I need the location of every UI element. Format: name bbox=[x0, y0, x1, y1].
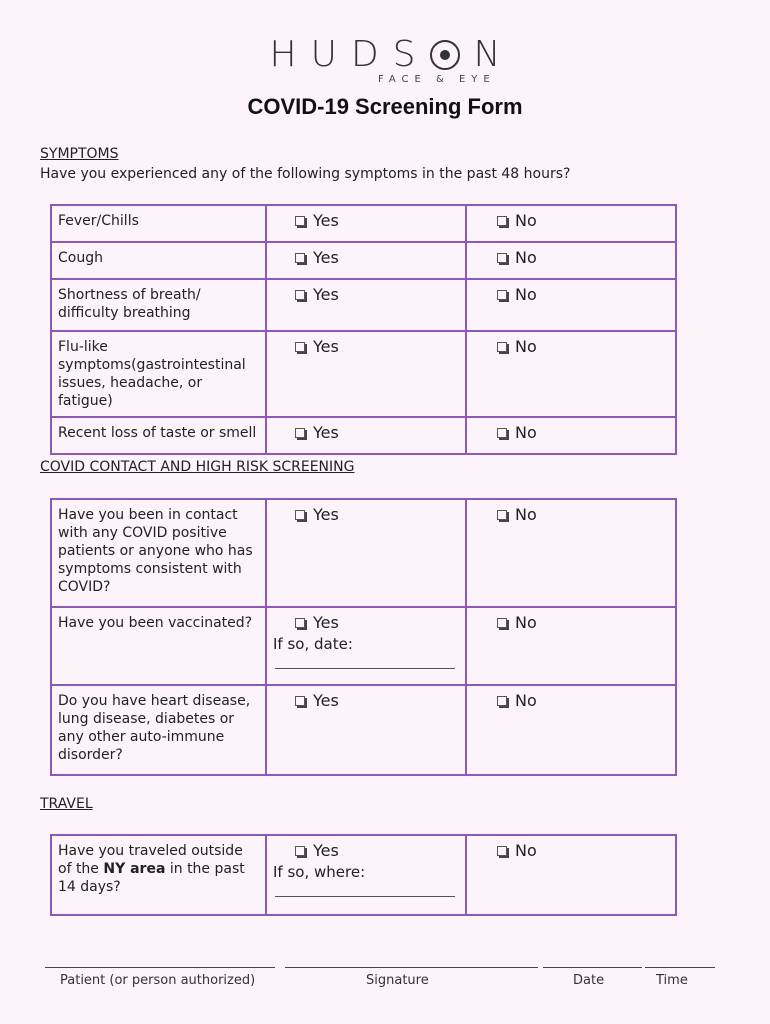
no-option[interactable] bbox=[497, 249, 537, 267]
yes-cell bbox=[266, 242, 466, 279]
travel-question-end: in the past 14 days? bbox=[58, 861, 245, 895]
checkbox-icon[interactable] bbox=[295, 618, 305, 628]
yes-label: Yes bbox=[313, 423, 339, 442]
no-label: No bbox=[515, 285, 537, 304]
logo-text-b: N bbox=[473, 34, 515, 75]
no-cell bbox=[466, 417, 676, 454]
yes-label: Yes bbox=[313, 691, 339, 710]
checkbox-icon[interactable] bbox=[497, 216, 507, 226]
yes-label: Yes bbox=[313, 505, 339, 524]
no-option[interactable] bbox=[497, 614, 537, 632]
yes-cell bbox=[266, 685, 466, 775]
patient-label: Patient (or person authorized) bbox=[60, 973, 256, 988]
no-cell bbox=[466, 499, 676, 607]
yes-option[interactable] bbox=[295, 338, 339, 356]
yes-option[interactable] bbox=[295, 424, 339, 442]
page-title: COVID-19 Screening Form bbox=[247, 94, 523, 119]
checkbox-icon[interactable] bbox=[295, 428, 305, 438]
yes-label: Yes bbox=[313, 337, 339, 356]
logo-subtitle: FACE & EYE bbox=[378, 74, 496, 85]
checkbox-icon[interactable] bbox=[497, 342, 507, 352]
question-cell: Have you been vaccinated? bbox=[51, 607, 266, 685]
no-cell bbox=[466, 607, 676, 685]
no-label: No bbox=[515, 337, 537, 356]
no-option[interactable] bbox=[497, 212, 537, 230]
symptoms-table bbox=[50, 204, 677, 455]
yes-cell bbox=[266, 499, 466, 607]
table-row bbox=[51, 279, 676, 331]
eye-icon bbox=[430, 40, 460, 70]
yes-label: Yes bbox=[313, 285, 339, 304]
table-row bbox=[51, 499, 676, 607]
no-cell bbox=[466, 331, 676, 417]
patient-line[interactable] bbox=[45, 967, 275, 968]
symptoms-heading: SYMPTOMS bbox=[40, 146, 119, 162]
checkbox-icon[interactable] bbox=[497, 696, 507, 706]
no-option[interactable] bbox=[497, 424, 537, 442]
no-option[interactable] bbox=[497, 692, 537, 710]
checkbox-icon[interactable] bbox=[497, 290, 507, 300]
no-option[interactable] bbox=[497, 286, 537, 304]
yes-option[interactable] bbox=[295, 286, 339, 304]
yes-cell bbox=[266, 835, 466, 915]
question-cell: Cough bbox=[51, 242, 266, 279]
travel-table bbox=[50, 834, 677, 916]
yes-cell bbox=[266, 205, 466, 242]
travel-where-label: If so, where: bbox=[273, 863, 366, 881]
contact-table bbox=[50, 498, 677, 776]
signature-line[interactable] bbox=[285, 967, 538, 968]
question-cell: Recent loss of taste or smell bbox=[51, 417, 266, 454]
date-label: Date bbox=[573, 973, 605, 988]
checkbox-icon[interactable] bbox=[295, 216, 305, 226]
time-line[interactable] bbox=[645, 967, 715, 968]
checkbox-icon[interactable] bbox=[295, 696, 305, 706]
yes-option[interactable] bbox=[295, 249, 339, 267]
time-label: Time bbox=[656, 973, 688, 988]
table-row bbox=[51, 331, 676, 417]
signature-label: Signature bbox=[366, 973, 429, 988]
yes-cell bbox=[266, 607, 466, 685]
checkbox-icon[interactable] bbox=[295, 342, 305, 352]
travel-question-start: Have you traveled outside of the bbox=[58, 843, 243, 877]
logo-text-a: HUDS bbox=[269, 34, 430, 75]
no-label: No bbox=[515, 691, 537, 710]
question-cell: Have you been in contact with any COVID positive patients or anyone who has symptoms consistent with COVID? bbox=[51, 499, 266, 607]
vaccination-date-label: If so, date: bbox=[273, 635, 353, 653]
question-cell: Flu-like symptoms(gastrointestinal issues, headache, or fatigue) bbox=[51, 331, 266, 417]
contact-heading: COVID CONTACT AND HIGH RISK SCREENING bbox=[40, 459, 355, 475]
travel-question-region: NY area bbox=[103, 861, 166, 877]
checkbox-icon[interactable] bbox=[295, 846, 305, 856]
no-cell bbox=[466, 205, 676, 242]
yes-label: Yes bbox=[313, 248, 339, 267]
no-option[interactable] bbox=[497, 506, 537, 524]
table-row bbox=[51, 685, 676, 775]
question-cell: Do you have heart disease, lung disease, diabetes or any other auto-immune disorder? bbox=[51, 685, 266, 775]
no-label: No bbox=[515, 505, 537, 524]
yes-label: Yes bbox=[313, 613, 339, 632]
checkbox-icon[interactable] bbox=[295, 510, 305, 520]
no-label: No bbox=[515, 211, 537, 230]
table-row bbox=[51, 607, 676, 685]
no-option[interactable] bbox=[497, 338, 537, 356]
no-label: No bbox=[515, 423, 537, 442]
symptoms-intro: Have you experienced any of the following symptoms in the past 48 hours? bbox=[40, 166, 571, 182]
no-label: No bbox=[515, 841, 537, 860]
yes-cell bbox=[266, 331, 466, 417]
no-cell bbox=[466, 685, 676, 775]
table-row bbox=[51, 205, 676, 242]
checkbox-icon[interactable] bbox=[497, 428, 507, 438]
travel-heading: TRAVEL bbox=[40, 796, 93, 812]
table-row bbox=[51, 835, 676, 915]
no-cell bbox=[466, 242, 676, 279]
checkbox-icon[interactable] bbox=[295, 253, 305, 263]
checkbox-icon[interactable] bbox=[497, 618, 507, 628]
vaccination-date-field[interactable] bbox=[275, 653, 455, 669]
question-cell bbox=[51, 835, 266, 915]
question-cell: Shortness of breath/ difficulty breathing bbox=[51, 279, 266, 331]
table-row bbox=[51, 242, 676, 279]
yes-option[interactable] bbox=[295, 614, 339, 632]
yes-label: Yes bbox=[313, 211, 339, 230]
checkbox-icon[interactable] bbox=[497, 846, 507, 856]
logo bbox=[0, 34, 770, 85]
yes-option[interactable] bbox=[295, 506, 339, 524]
yes-option[interactable] bbox=[295, 212, 339, 230]
checkbox-icon[interactable] bbox=[295, 290, 305, 300]
yes-label: Yes bbox=[313, 841, 339, 860]
no-label: No bbox=[515, 248, 537, 267]
signature-lines bbox=[0, 967, 770, 969]
question-cell: Fever/Chills bbox=[51, 205, 266, 242]
yes-option[interactable] bbox=[295, 842, 339, 860]
table-row bbox=[51, 417, 676, 454]
logo-wordmark bbox=[256, 34, 515, 75]
yes-cell bbox=[266, 279, 466, 331]
no-option[interactable] bbox=[497, 842, 537, 860]
yes-option[interactable] bbox=[295, 692, 339, 710]
checkbox-icon[interactable] bbox=[497, 510, 507, 520]
travel-where-field[interactable] bbox=[275, 881, 455, 897]
checkbox-icon[interactable] bbox=[497, 253, 507, 263]
no-label: No bbox=[515, 613, 537, 632]
no-cell bbox=[466, 835, 676, 915]
no-cell bbox=[466, 279, 676, 331]
date-line[interactable] bbox=[543, 967, 642, 968]
yes-cell bbox=[266, 417, 466, 454]
